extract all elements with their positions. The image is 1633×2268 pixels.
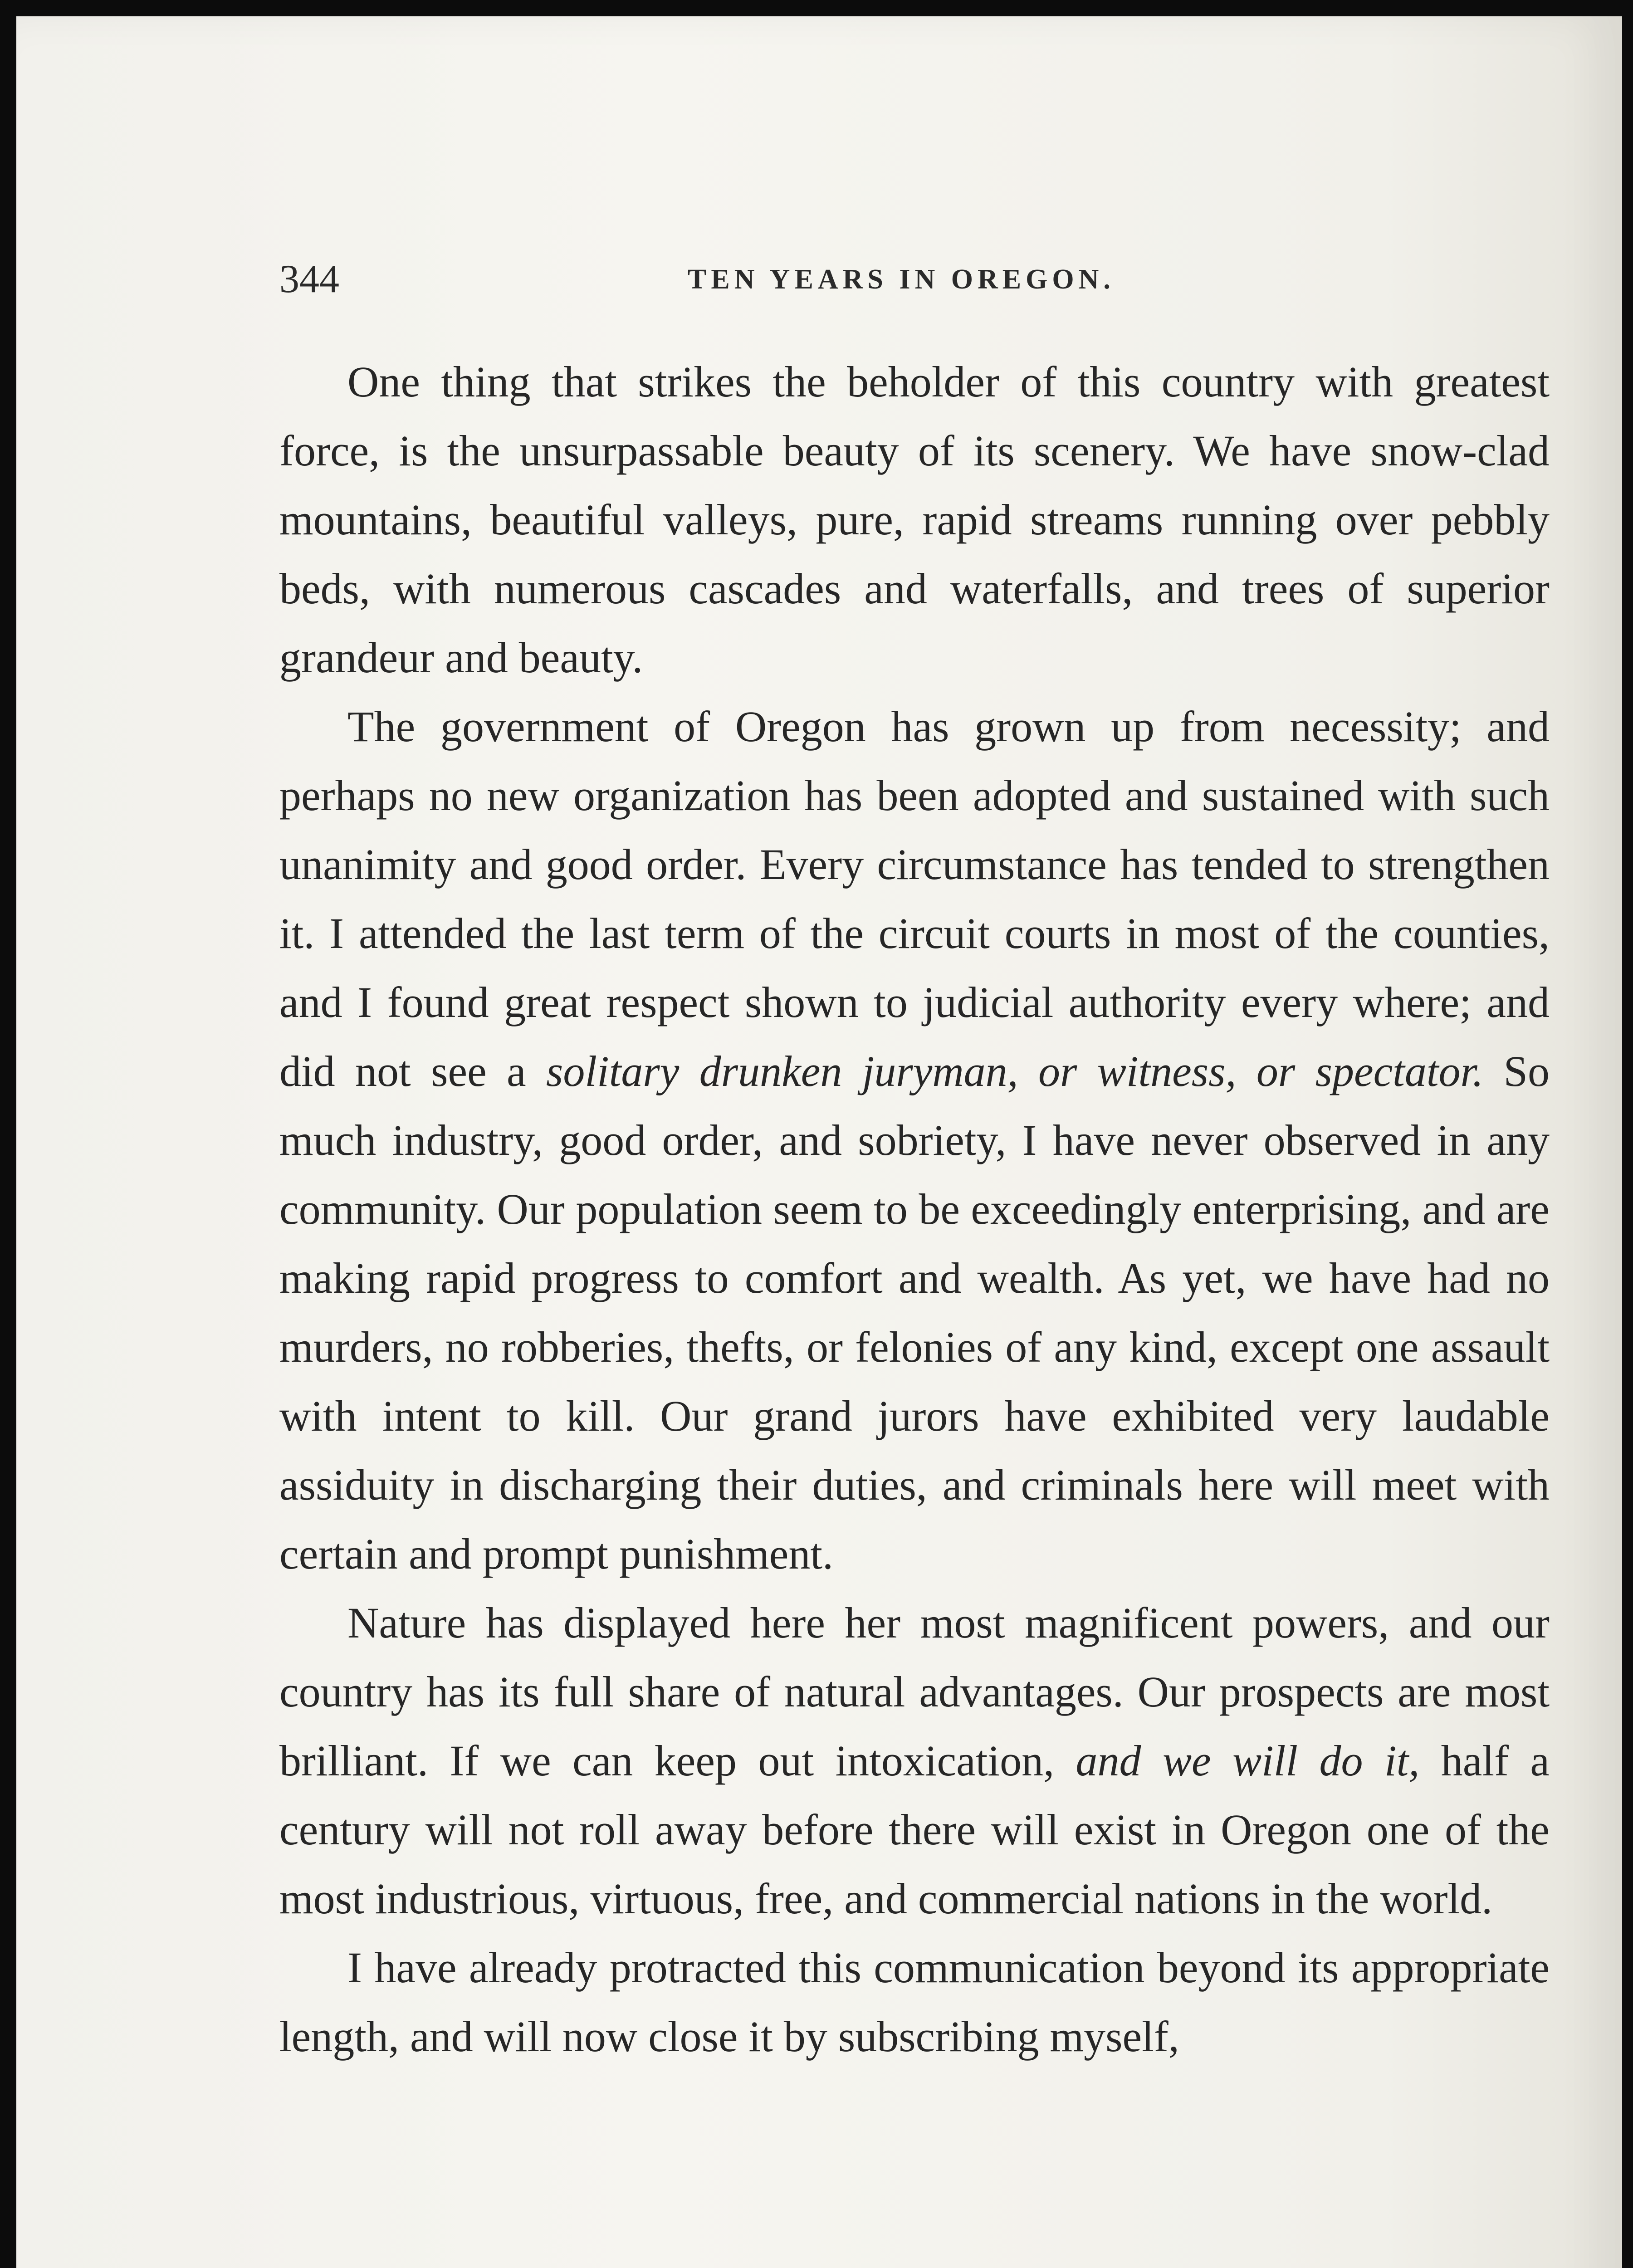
paragraph-text: The government of Oregon has grown up from necessity; and perhaps no new organization has been adopted and sustained with such unanimity and good order. Every circumstance has tended to strengthen it. I attended the last term of the circuit courts in most of the counties, and I found great respect shown to judicial authority every where; and did not see a [279, 702, 1550, 1095]
paragraph-text: half a century will not roll away before there will exist in Oregon one of the most industrious, virtuous, free, and commercial nations in the world. [279, 1736, 1550, 1923]
paragraph-scenery [279, 347, 1550, 692]
paragraph-closing [279, 1933, 1550, 2071]
page-header [279, 252, 1545, 307]
paragraph-text: I have already protracted this communication beyond its appropriate length, and will now close it by subscribing myself, [279, 1943, 1550, 2061]
book-page [16, 16, 1622, 2268]
paragraph-text: Nature has displayed here her most magnificent powers, and our country has its full share of natural advantages. Our prospects are most brilliant. If we can keep out intoxication, [279, 1598, 1550, 1785]
page-number: 344 [279, 257, 339, 301]
body-text [279, 347, 1550, 2071]
paragraph-nature [279, 1589, 1550, 1933]
running-head: TEN YEARS IN OREGON. [688, 264, 1115, 295]
paragraph-text: So much industry, good order, and sobriety, I have never observed in any community. Our population seem to be exceedingly enterprising, and are making rapid progress to comfort and wealth. As yet, we have had no murders, no robberies, thefts, or felonies of any kind, except one assault with intent to kill. Our grand jurors have exhibited very laudable assiduity in discharging their duties, and criminals here will meet with certain and prompt punishment. [279, 1047, 1550, 1578]
paragraph-text: One thing that strikes the beholder of this country with greatest force, is the unsurpassable beauty of its scenery. We have snow-clad mountains, beautiful valleys, pure, rapid streams running over pebbly beds, with numerous cascades and waterfalls, and trees of superior grandeur and beauty. [279, 357, 1550, 682]
italic-phrase: solitary drunken juryman, or witness, or spectator. [546, 1047, 1484, 1095]
paragraph-government [279, 692, 1550, 1589]
italic-phrase: and we will do it, [1076, 1736, 1420, 1785]
